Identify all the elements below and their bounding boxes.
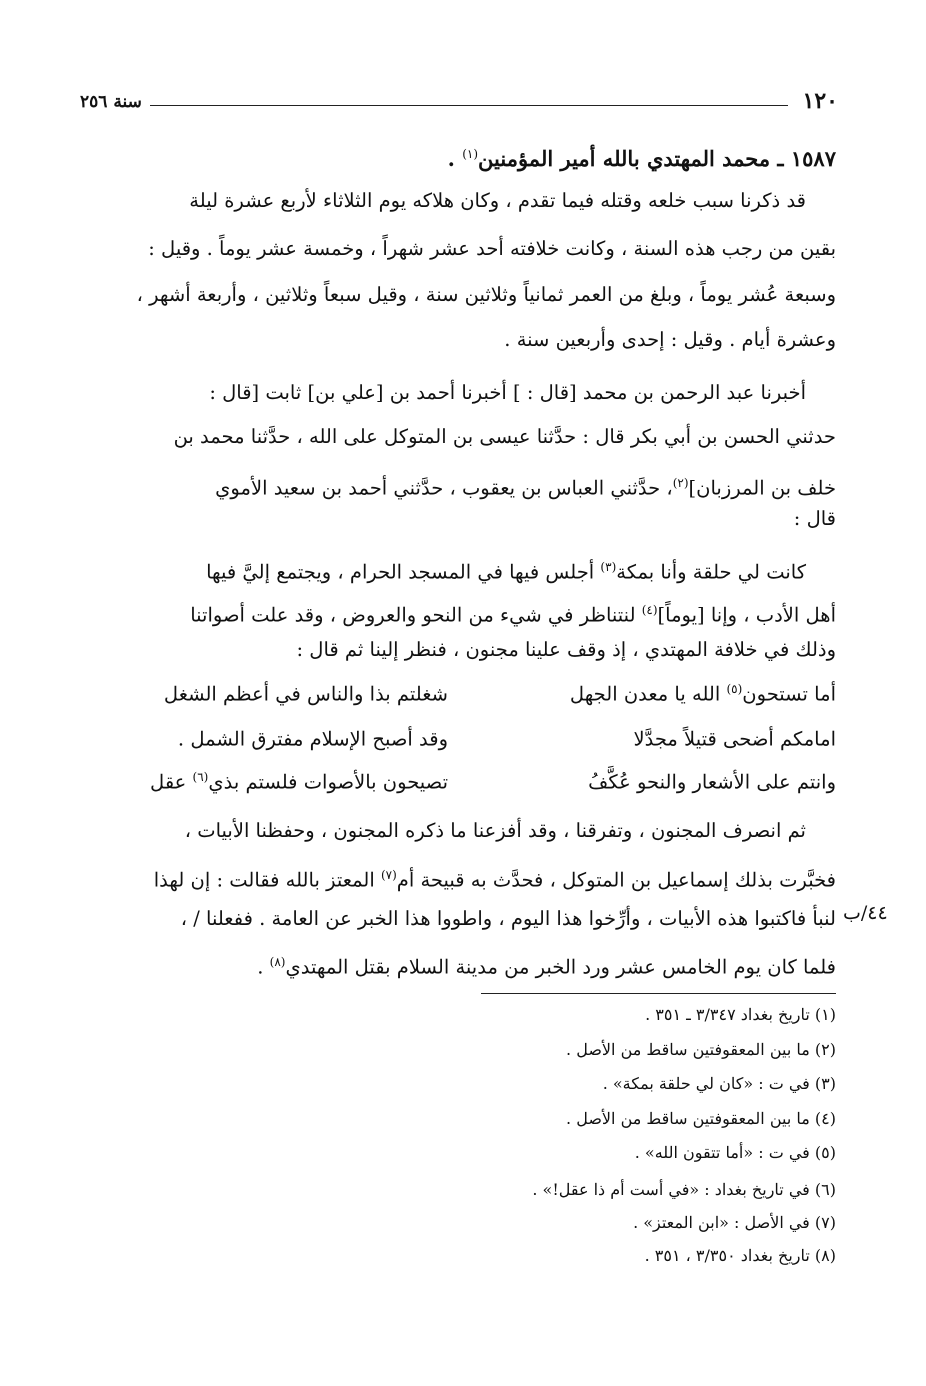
entry-title-text: ١٥٨٧ ـ محمد المهتدي بالله أمير المؤمنين <box>478 146 836 171</box>
text-segment: عقل <box>150 770 193 794</box>
paragraph-line <box>88 468 836 504</box>
text-segment: أجلس فيها في المسجد الحرام ، ويجتمع إليَّ فيها <box>206 560 601 584</box>
verse-line <box>88 770 836 800</box>
text-segment: شغلتم بذا والناس في أعظم الشغل <box>163 682 448 706</box>
paragraph-line: لنبأ فاكتبوا هذه الأبيات ، وأرِّخوا هذا اليوم ، واطووا هذا الخبر عن العامة . ففعلنا / ، <box>180 907 836 930</box>
text-segment: . <box>257 955 270 979</box>
text-segment: كانت لي حلقة وأنا بمكة <box>616 560 806 584</box>
paragraph-line <box>88 595 836 631</box>
text-segment: الله يا معدن الجهل <box>569 682 727 706</box>
verse-hemistich-first <box>476 727 836 751</box>
footnote: (٤) ما بين المعقوفتين ساقط من الأصل . <box>566 1109 836 1128</box>
footnote: (٥) في ت : «أما تتقون الله» . <box>634 1143 836 1162</box>
entry-title <box>448 146 836 171</box>
text-segment: وانتم على الأشعار والنحو عُكَّفُ <box>588 770 836 794</box>
text-segment: لنتناظر في شيء من النحو والعروض ، وقد علت أصواتنا <box>190 603 642 627</box>
paragraph-line: قد ذكرنا سبب خلعه وقتله فيما تقدم ، وكان هلاكه يوم الثلاثاء لأربع عشرة ليلة <box>189 189 806 212</box>
text-segment: وقد أصبح الإسلام مفترق الشمل . <box>177 727 448 751</box>
footnote: (١) تاريخ بغداد ٣/٣٤٧ ـ ٣٥١ . <box>645 1005 836 1024</box>
entry-title-end: . <box>447 146 463 171</box>
paragraph-line: ثم انصرف المجنون ، وتفرقنا ، وقد أفزعنا ما ذكره المجنون ، وحفظنا الأبيات ، <box>184 819 806 842</box>
text-segment: أهل الأدب ، وإنا [يوماً] <box>657 603 836 627</box>
running-header <box>80 88 846 118</box>
text-segment: خلف بن المرزبان] <box>688 476 836 500</box>
text-segment: أما تستحون <box>742 682 836 706</box>
verse-hemistich-second <box>88 682 448 706</box>
footnote: (٦) في تاريخ بغداد : «في أست أم ذا عقل!» . <box>532 1180 836 1199</box>
verse-line <box>88 682 836 712</box>
paragraph-line: قال : <box>793 507 836 530</box>
paragraph-line <box>88 860 836 896</box>
header-rule <box>150 105 788 106</box>
manuscript-folio-note: ٤٤/ب <box>843 902 888 924</box>
text-segment: فلما كان يوم الخامس عشر ورد الخبر من مدينة السلام بقتل المهتدي <box>285 955 836 979</box>
text-segment: المعتز بالله فقالت : إن لهذا <box>153 868 381 892</box>
text-segment: فخبَّرت بذلك إسماعيل بن المتوكل ، فحدَّث به قبيحة أم <box>396 868 836 892</box>
paragraph-line <box>88 552 836 588</box>
paragraph-line: وذلك في خلافة المهتدي ، إذ وقف علينا مجنون ، فنظر إلينا ثم قال : <box>296 638 836 661</box>
footnote-ref: (٦) <box>192 770 209 784</box>
footnote: (٨) تاريخ بغداد ٣/٣٥٠ ، ٣٥١ . <box>644 1246 836 1265</box>
footnote-ref: (٥) <box>726 682 743 696</box>
verse-hemistich-second <box>88 727 448 751</box>
footnote-ref: (٢) <box>672 476 689 490</box>
footnote-ref: (٣) <box>600 560 617 574</box>
header-year: سنة ٢٥٦ <box>80 92 142 112</box>
text-segment: تصيحون بالأصوات فلستم بذي <box>208 770 448 794</box>
verse-hemistich-second <box>88 770 448 794</box>
footnote: (٧) في الأصل : «ابن المعتز» . <box>633 1213 836 1232</box>
paragraph-line: حدثني الحسن بن أبي بكر قال : حدَّثنا عيسى بن المتوكل على الله ، حدَّثنا محمد بن <box>173 425 836 448</box>
paragraph-line: أخبرنا عبد الرحمن بن محمد [قال : ] أخبرنا أحمد بن [علي بن] ثابت [قال : <box>209 381 806 404</box>
footnote-rule <box>481 993 836 994</box>
footnote-ref: (٧) <box>380 868 397 882</box>
verse-line <box>88 727 836 757</box>
footnote: (٣) في ت : «كان لي حلقة بمكة» . <box>602 1074 836 1093</box>
paragraph-line: وعشرة أيام . وقيل : إحدى وأربعين سنة . <box>504 328 836 351</box>
footnote-ref: (٨) <box>269 955 286 969</box>
text-segment: امامكم أضحى قتيلاً مجدَّلا <box>633 727 836 751</box>
page-number: ١٢٠ <box>802 88 838 114</box>
verse-hemistich-first <box>476 682 836 706</box>
paragraph-line: وسبعة عُشر يوماً ، وبلغ من العمر ثمانياً وثلاثين سنة ، وقيل سبعاً وثلاثين ، وأربعة أشهر ، <box>136 283 836 306</box>
verse-hemistich-first <box>476 770 836 794</box>
paragraph-line <box>88 947 836 983</box>
footnote-ref: (٤) <box>641 603 658 617</box>
footnote: (٢) ما بين المعقوفتين ساقط من الأصل . <box>566 1040 836 1059</box>
footnote-ref: (١) <box>462 147 479 161</box>
paragraph-line: بقين من رجب هذه السنة ، وكانت خلافته أحد عشر شهراً ، وخمسة عشر يوماً . وقيل : <box>148 237 836 260</box>
text-segment: ، حدَّثني العباس بن يعقوب ، حدَّثني أحمد بن سعيد الأموي <box>215 476 673 500</box>
